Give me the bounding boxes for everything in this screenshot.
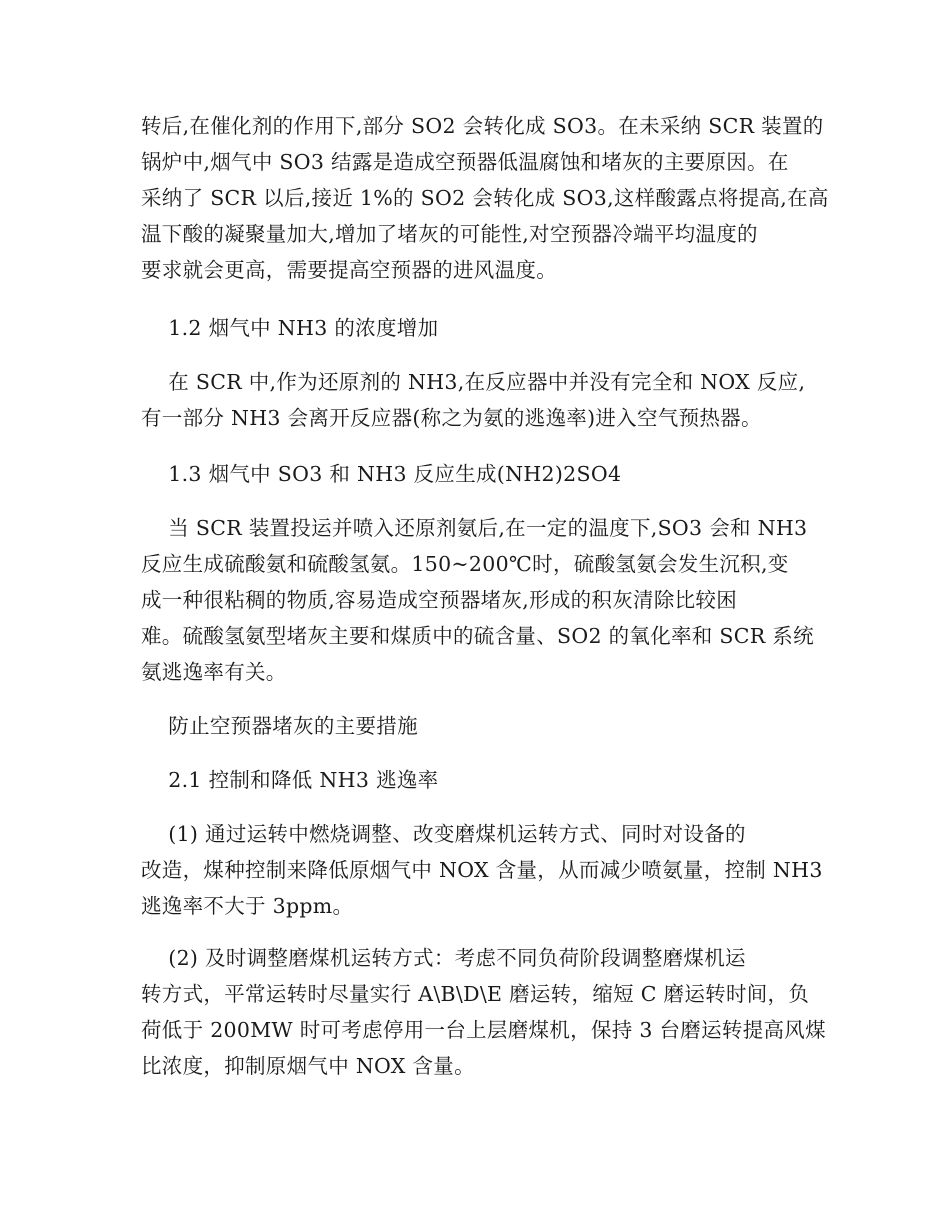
text-line: (2) 及时调整磨煤机运转方式：考虑不同负荷阶段调整磨煤机运 — [141, 946, 746, 970]
text-line: 温下酸的凝聚量加大,增加了堵灰的可能性,对空预器冷端平均温度的 — [141, 222, 758, 246]
text-line: 难。硫酸氢氨型堵灰主要和煤质中的硫含量、SO2 的氧化率和 SCR 系统 — [141, 624, 814, 648]
heading-1-2 — [141, 310, 811, 346]
text-line: 反应生成硫酸氨和硫酸氢氨。150~200℃时，硫酸氢氨会发生沉积,变 — [141, 552, 789, 576]
text-line: 比浓度，抑制原烟气中 NOX 含量。 — [141, 1054, 475, 1078]
heading-2-1 — [141, 762, 811, 798]
text-line: 采纳了 SCR 以后,接近 1%的 SO2 会转化成 SO3,这样酸露点将提高,在高 — [141, 186, 829, 210]
section-heading: 2.1 控制和降低 NH3 逃逸率 — [141, 768, 439, 792]
paragraph-nh3-escape — [141, 364, 811, 436]
section-heading: 1.2 烟气中 NH3 的浓度增加 — [141, 316, 439, 340]
text-line: 在 SCR 中,作为还原剂的 NH3,在反应器中并没有完全和 NOX 反应, — [141, 370, 806, 394]
paragraph-measure-2 — [141, 940, 826, 1084]
paragraph-measure-1 — [141, 816, 823, 924]
text-line: 有一部分 NH3 会离开反应器(称之为氨的逃逸率)进入空气预热器。 — [141, 406, 762, 430]
text-line: 当 SCR 装置投运并喷入还原剂氨后,在一定的温度下,SO3 会和 NH3 — [141, 516, 808, 540]
heading-prevention-measures — [141, 708, 811, 744]
section-heading: 防止空预器堵灰的主要措施 — [141, 714, 418, 738]
text-line: 成一种很粘稠的物质,容易造成空预器堵灰,形成的积灰清除比较困 — [141, 588, 738, 612]
text-line: 荷低于 200MW 时可考虑停用一台上层磨煤机，保持 3 台磨运转提高风煤 — [141, 1018, 826, 1042]
text-line: 要求就会更高，需要提高空预器的进风温度。 — [141, 258, 557, 282]
text-line: 改造，煤种控制来降低原烟气中 NOX 含量，从而减少喷氨量，控制 NH3 — [141, 858, 823, 882]
text-line: 锅炉中,烟气中 SO3 结露是造成空预器低温腐蚀和堵灰的主要原因。在 — [141, 150, 789, 174]
text-line: 氨逃逸率有关。 — [141, 660, 287, 684]
heading-1-3 — [141, 456, 811, 492]
text-line: 逃逸率不大于 3ppm。 — [141, 894, 354, 918]
text-line: 转后,在催化剂的作用下,部分 SO2 会转化成 SO3。在未采纳 SCR 装置的 — [141, 114, 824, 138]
section-heading: 1.3 烟气中 SO3 和 NH3 反应生成(NH2)2SO4 — [141, 462, 622, 486]
text-line: (1) 通过运转中燃烧调整、改变磨煤机运转方式、同时对设备的 — [141, 822, 746, 846]
paragraph-scr-so3-conversion — [141, 108, 829, 288]
text-line: 转方式，平常运转时尽量实行 A\B\D\E 磨运转，缩短 C 磨运转时间，负 — [141, 982, 810, 1006]
paragraph-ammonium-bisulfate — [141, 510, 814, 690]
